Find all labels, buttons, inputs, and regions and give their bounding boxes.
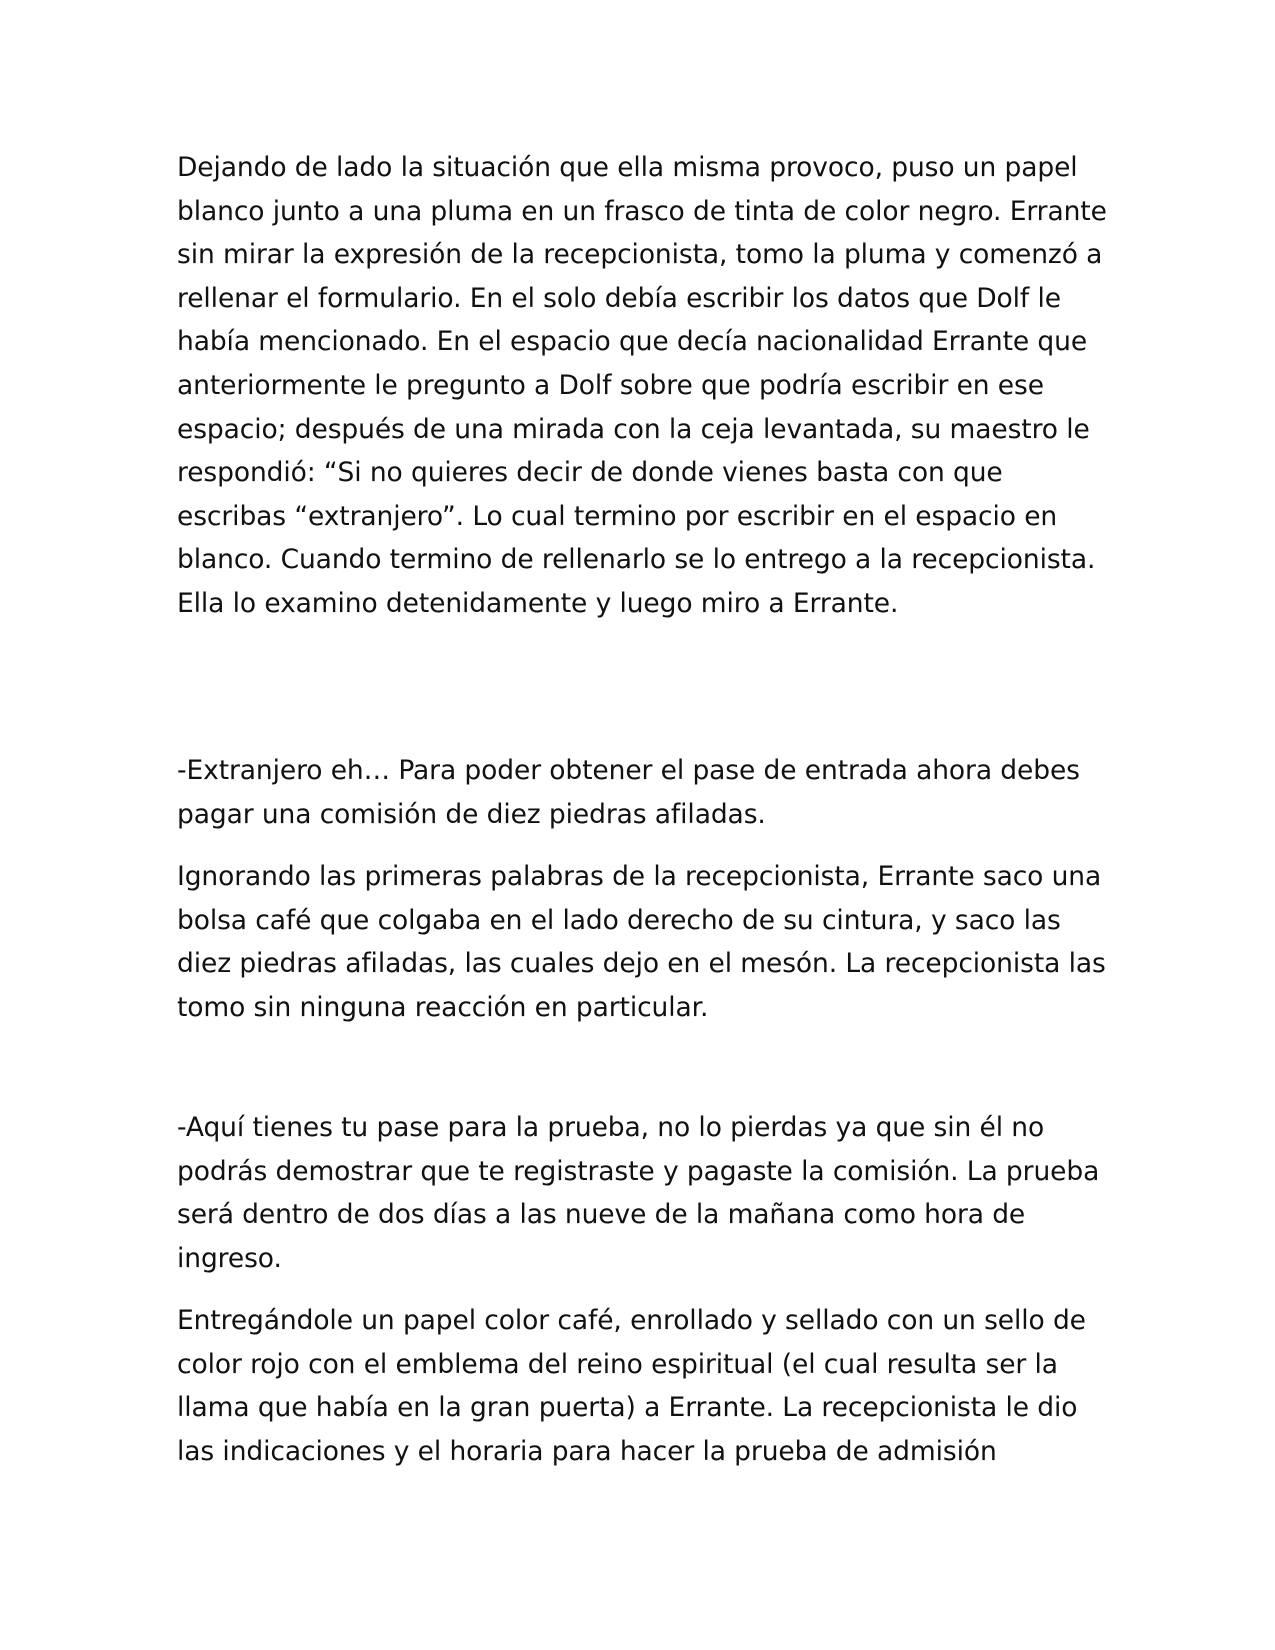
paragraph-dialogue-pass: -Aquí tienes tu pase para la prueba, no lo pierdas ya que sin él no podrás demostrar que te registraste y pagaste la comisión. La prueba será dentro de dos días a las nueve de la mañana como hora de ingreso. [177, 1112, 1100, 1274]
paragraph-dialogue-commission: -Extranjero eh… Para poder obtener el pase de entrada ahora debes pagar una comisión de diez piedras afiladas. [177, 755, 1080, 830]
paragraph-payment: Ignorando las primeras palabras de la recepcionista, Errante saco una bolsa café que colgaba en el lado derecho de su cintura, y saco las diez piedras afiladas, las cuales dejo en el mesón. La recepcionista las tomo sin ninguna reacción en particular. [177, 861, 1106, 1023]
paragraph-registration-form: Dejando de lado la situación que ella misma provoco, puso un papel blanco junto a una pluma en un frasco de tinta de color negro. Errante sin mirar la expresión de la recepcionista, tomo la pluma y comenzó a rellenar el formulario. En el solo debía escribir los datos que Dolf le había mencionado. En el espacio que decía nacionalidad Errante que anteriormente le pregunto a Dolf sobre que podría escribir en ese espacio; después de una mirada con la ceja levantada, su maestro le respondió: “Si no quieres decir de donde vienes basta con que escribas “extranjero”. Lo cual termino por escribir en el espacio en blanco. Cuando termino de rellenarlo se lo entrego a la recepcionista. Ella lo examino detenidamente y luego miro a Errante. [177, 152, 1107, 619]
paragraph-handover: Entregándole un papel color café, enrollado y sellado con un sello de color rojo con el emblema del reino espiritual (el cual resulta ser la llama que había en la gran puerta) a Errante. La recepcionista le dio las indicaciones y el horaria para hacer la prueba de admisión [177, 1305, 1086, 1467]
